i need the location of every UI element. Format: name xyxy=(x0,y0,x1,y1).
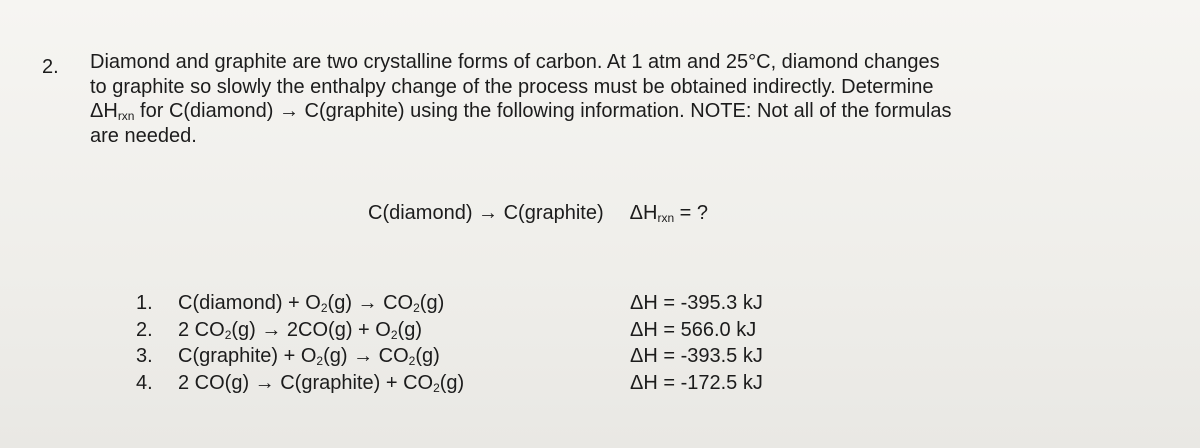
reaction-text: (g) → CO xyxy=(323,345,409,367)
subscript: 2 xyxy=(224,327,232,342)
reaction-text: (g) xyxy=(439,371,465,394)
enthalpy-value: ΔH = -395.3 kJ xyxy=(630,292,763,314)
subscript: 2 xyxy=(390,327,398,342)
reaction-row xyxy=(136,290,464,317)
reaction-text: C(diamond) + O xyxy=(178,292,321,314)
target-reaction xyxy=(368,202,708,225)
reaction-text: (g) xyxy=(415,345,440,367)
question-line-4: are needed. xyxy=(90,124,197,147)
reaction-text: (g) xyxy=(397,318,422,341)
reaction-number: 4. xyxy=(136,371,153,394)
delta-h-subscript: rxn xyxy=(117,109,135,123)
question-number: 2. xyxy=(42,56,59,78)
enthalpy-value: ΔH = -172.5 kJ xyxy=(630,371,763,394)
reaction-row xyxy=(136,343,464,370)
reaction-text: (g) xyxy=(419,292,445,314)
reaction-list xyxy=(136,290,464,396)
enthalpy-list xyxy=(630,290,763,396)
reaction-text: 2 CO(g) → C(graphite) + CO xyxy=(178,371,434,394)
reaction-row xyxy=(136,317,464,344)
subscript: 2 xyxy=(413,301,420,315)
subscript: 2 xyxy=(320,301,328,315)
reaction-number: 2. xyxy=(136,318,153,341)
enthalpy-value: ΔH = -393.5 kJ xyxy=(630,345,763,367)
target-equation: C(diamond) → C(graphite) xyxy=(368,202,604,224)
target-delta-h-value: = ? xyxy=(674,202,709,224)
question-line-3 xyxy=(90,99,1180,124)
reaction-text: 2 CO xyxy=(178,318,225,341)
target-delta-h-symbol: ΔH xyxy=(629,202,658,224)
question-line-1: Diamond and graphite are two crystalline forms of carbon. At 1 atm and 25°C, diamond changes xyxy=(90,51,940,73)
question-line-2: to graphite so slowly the enthalpy change of the process must be obtained indirectly. Determine xyxy=(90,75,934,98)
reaction-text: C(graphite) + O xyxy=(178,345,317,367)
question-text xyxy=(90,50,1180,148)
subscript: 2 xyxy=(316,354,324,368)
reaction-text: (g) → CO xyxy=(327,292,414,314)
reaction-text: (g) → 2CO(g) + O xyxy=(231,318,391,341)
delta-h-symbol: ΔH xyxy=(90,100,118,122)
enthalpy-value: ΔH = 566.0 kJ xyxy=(630,318,757,341)
target-delta-h-subscript: rxn xyxy=(657,211,675,225)
question-line-3-text: for C(diamond) → C(graphite) using the following information. NOTE: Not all of the formulas xyxy=(140,100,952,122)
subscript: 2 xyxy=(408,354,416,368)
reaction-number: 1. xyxy=(136,292,153,314)
reaction-number: 3. xyxy=(136,345,153,367)
reaction-row xyxy=(136,370,464,397)
subscript: 2 xyxy=(433,380,440,395)
